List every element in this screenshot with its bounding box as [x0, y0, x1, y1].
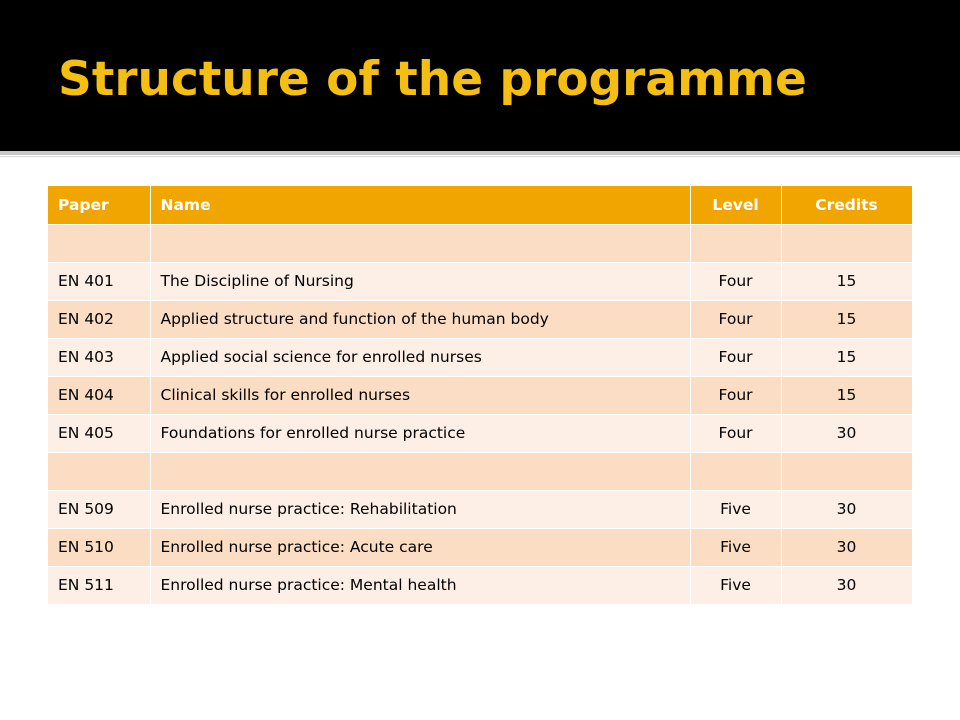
cell-level [690, 224, 781, 262]
cell-paper [48, 452, 150, 490]
cell-credits [781, 452, 912, 490]
title-divider [0, 151, 960, 155]
cell-level: Four [690, 300, 781, 338]
cell-level: Five [690, 566, 781, 604]
programme-table [48, 186, 913, 605]
cell-credits: 30 [781, 566, 912, 604]
table-row [48, 262, 912, 300]
title-bar [0, 0, 960, 151]
cell-credits: 15 [781, 300, 912, 338]
header-level: Level [690, 186, 781, 224]
cell-paper: EN 402 [48, 300, 150, 338]
cell-level: Four [690, 414, 781, 452]
header-credits: Credits [781, 186, 912, 224]
cell-name [150, 224, 690, 262]
table-row [48, 300, 912, 338]
cell-credits: 15 [781, 376, 912, 414]
slide-title: Structure of the programme [58, 52, 807, 107]
cell-level: Five [690, 528, 781, 566]
cell-name: Enrolled nurse practice: Rehabilitation [150, 490, 690, 528]
cell-paper: EN 405 [48, 414, 150, 452]
cell-level: Four [690, 376, 781, 414]
cell-level: Four [690, 338, 781, 376]
title-divider-thin [0, 156, 960, 157]
header-paper: Paper [48, 186, 150, 224]
table-row [48, 376, 912, 414]
cell-name: Foundations for enrolled nurse practice [150, 414, 690, 452]
cell-credits: 30 [781, 414, 912, 452]
cell-level: Four [690, 262, 781, 300]
cell-name: Clinical skills for enrolled nurses [150, 376, 690, 414]
cell-level: Five [690, 490, 781, 528]
table-row [48, 224, 912, 262]
cell-paper [48, 224, 150, 262]
cell-name [150, 452, 690, 490]
cell-paper: EN 403 [48, 338, 150, 376]
cell-name: Enrolled nurse practice: Acute care [150, 528, 690, 566]
table-row [48, 338, 912, 376]
cell-name: Applied structure and function of the human body [150, 300, 690, 338]
cell-credits: 30 [781, 490, 912, 528]
cell-credits: 30 [781, 528, 912, 566]
table-row [48, 528, 912, 566]
cell-level [690, 452, 781, 490]
table-row [48, 452, 912, 490]
table-row [48, 566, 912, 604]
table-row [48, 490, 912, 528]
cell-name: The Discipline of Nursing [150, 262, 690, 300]
cell-paper: EN 510 [48, 528, 150, 566]
cell-credits [781, 224, 912, 262]
cell-credits: 15 [781, 338, 912, 376]
table-row [48, 414, 912, 452]
cell-credits: 15 [781, 262, 912, 300]
cell-paper: EN 404 [48, 376, 150, 414]
header-name: Name [150, 186, 690, 224]
cell-paper: EN 401 [48, 262, 150, 300]
cell-name: Enrolled nurse practice: Mental health [150, 566, 690, 604]
cell-name: Applied social science for enrolled nurses [150, 338, 690, 376]
cell-paper: EN 511 [48, 566, 150, 604]
table-header-row [48, 186, 912, 224]
cell-paper: EN 509 [48, 490, 150, 528]
